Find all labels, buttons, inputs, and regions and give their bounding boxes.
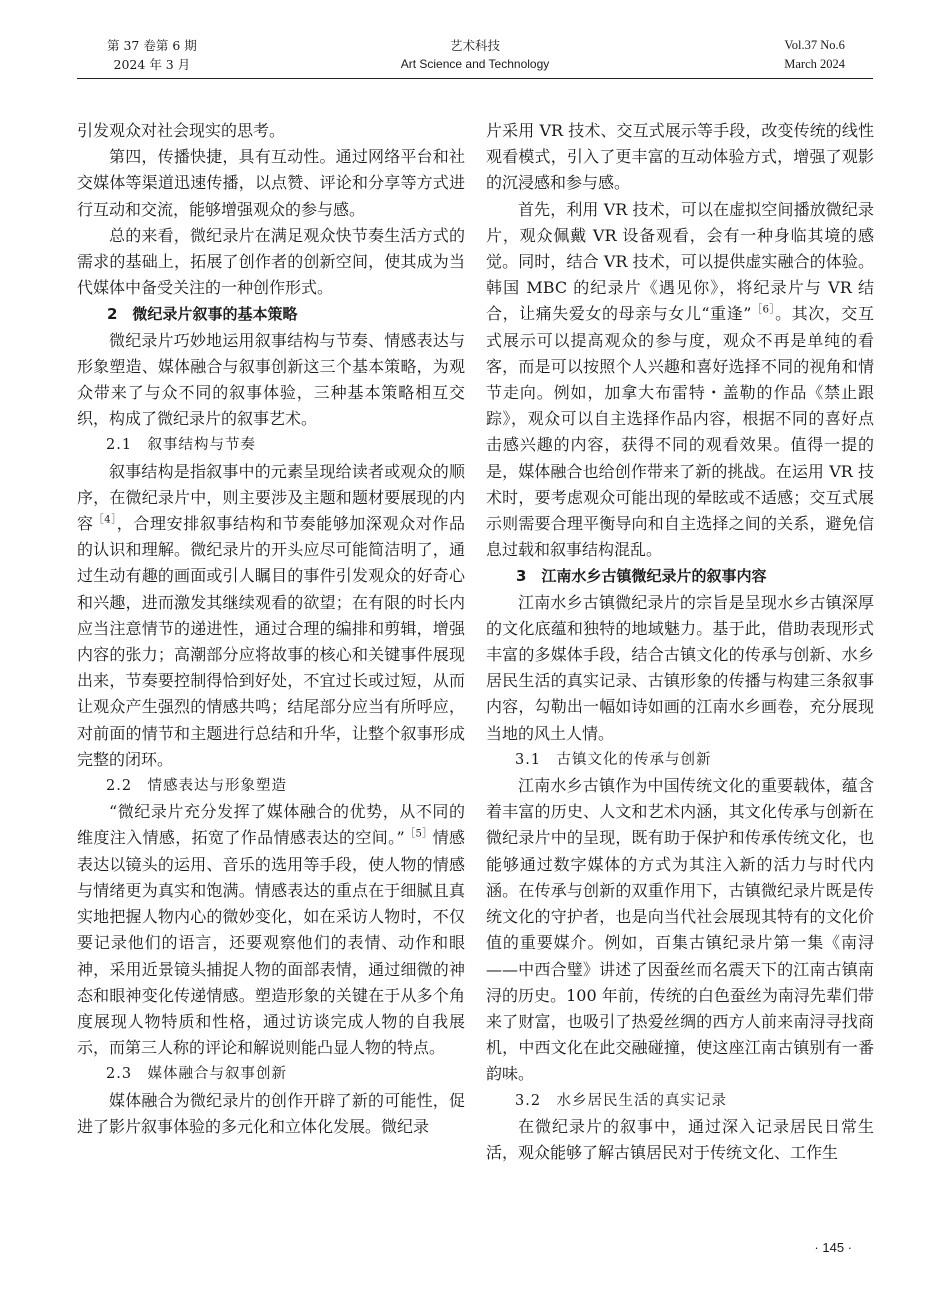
- paragraph: 江南水乡古镇微纪录片的宗旨是呈现水乡古镇深厚的文化底蕴和独特的地域魅力。基于此，借助表现形式丰富的多媒体手段，结合古镇文化的传承与创新、水乡居民生活的真实记录、古镇形象的传播与构建三条叙事内容，勾勒出一幅如诗如画的江南水乡画卷，充分展现当地的风土人情。: [486, 592, 874, 743]
- header-journal: [77, 36, 873, 74]
- paragraph: 媒体融合为微纪录片的创作开辟了新的可能性，促进了影片叙事体验的多元化和立体化发展。微纪录: [77, 1090, 465, 1136]
- header-volume-issue: 第 37 卷第 6 期: [107, 38, 197, 53]
- paragraph-text: 首先，利用 VR 技术，可以在虚拟空间播放微纪录片，观众佩戴 VR 设备观看，会有一种身临其境的感觉。同时，结合 VR 技术，可以提供虚实融合的体验。韩国 MBC 的纪录片《遇见你》，将纪录片与 VR 结合，让痛失爱女的母亲与女儿“重逢”: [486, 199, 874, 324]
- section-heading-3: 3 江南水乡古镇微纪录片的叙事内容: [516, 567, 767, 586]
- paragraph-text: 。其次，交互式展示可以提高观众的参与度，观众不再是单纯的看客，而是可以按照个人兴趣和喜好选择不同的视角和情节走向。例如，加拿大布雷特・盖勒的作品《禁止跟踪》，观众可以自主选择作品内容，根据不同的喜好点击感兴趣的内容，获得不同的观看效果。值得一提的是，媒体融合也给创作带来了新的挑战。在运用 VR 技术时，要考虑观众可能出现的晕眩或不适感；交互式展示则需要合理平衡导向和自主选择之间的关系，避免信息过载和叙事结构混乱。: [486, 304, 874, 560]
- paragraph-text: 叙事结构是指叙事中的元素呈现给读者或观众的顺序，在微纪录片中，则主要涉及主题和题材要展现的内容: [77, 461, 465, 534]
- paragraph: 微纪录片巧妙地运用叙事结构与节奏、情感表达与形象塑造、媒体融合与叙事创新这三个基本策略，为观众带来了与众不同的叙事体验，三种基本策略相互交织，构成了微纪录片的叙事艺术。: [77, 330, 465, 429]
- paragraph: 总的来看，微纪录片在满足观众快节奏生活方式的需求的基础上，拓展了创作者的创新空间，使其成为当代媒体中备受关注的一种创作形式。: [77, 225, 465, 298]
- paragraph-text: 情感表达以镜头的运用、音乐的选用等手段，使人物的情感与情绪更为真实和饱满。情感表达的重点在于细腻且真实地把握人物内心的微妙变化，如在采访人物时，不仅要记录他们的语言，还要观察他们的表情、动作和眼神，采用近景镜头捕捉人物的面部表情，通过细微的神态和眼神变化传递情感。塑造形象的关键在于从多个角度展现人物特质和性格，通过访谈完成人物的自我展示，而第三人称的评论和解说则能凸显人物的特点。: [77, 828, 465, 1058]
- paragraph: 在微纪录片的叙事中，通过深入记录居民日常生活，观众能够了解古镇居民对于传统文化、工作生: [486, 1116, 874, 1162]
- quote-text: “微纪录片充分发挥了媒体融合的优势，从不同的维度注入情感，拓宽了作品情感表达的空间。”: [77, 802, 465, 848]
- header-journal-cn: 艺术科技: [449, 38, 500, 53]
- paragraph: [77, 459, 465, 773]
- paragraph: 引发观众对社会现实的思考。: [77, 121, 286, 140]
- header-issue-en: [784, 36, 845, 74]
- paragraph: [486, 197, 874, 564]
- header-date: 2024 年 3 月: [113, 57, 191, 72]
- citation-5: ［5］: [404, 829, 433, 841]
- citation-6: ［6］: [751, 305, 776, 317]
- section-heading-2: 2 微纪录片叙事的基本策略: [107, 305, 298, 324]
- header-vol-no: Vol.37 No.6: [784, 38, 845, 52]
- left-column: [77, 118, 465, 1140]
- right-column: [486, 118, 874, 1166]
- running-header: [77, 36, 873, 79]
- subsection-heading-3-2: 3.2 水乡居民生活的真实记录: [515, 1092, 728, 1109]
- subsection-heading-2-3: 2.3 媒体融合与叙事创新: [106, 1066, 288, 1083]
- subsection-heading-2-2: 2.2 情感表达与形象塑造: [106, 778, 288, 795]
- citation-4: ［4］: [93, 514, 117, 526]
- page-number: · 145 ·: [814, 1240, 852, 1255]
- paragraph: [77, 799, 465, 1061]
- paragraph: 江南水乡古镇作为中国传统文化的重要载体，蕴含着丰富的历史、人文和艺术内涵，其文化传承与创新在微纪录片中的呈现，既有助于保护和传承传统文化，也能够通过数字媒体的方式为其注入新的活力与时代内涵。在传承与创新的双重作用下，古镇微纪录片既是传统文化的守护者，也是向当代社会展现其特有的文化价值的重要媒介。例如，百集古镇纪录片第一集《南浔——中西合璧》讲述了因蚕丝而名震天下的江南古镇南浔的历史。100 年前，传统的白色蚕丝为南浔先辈们带来了财富，也吸引了热爱丝绸的西方人前来南浔寻找商机，中西文化在此交融碰撞，使这座江南古镇别有一番韵味。: [486, 776, 874, 1084]
- subsection-heading-2-1: 2.1 叙事结构与节奏: [106, 437, 257, 454]
- header-month-year: March 2024: [784, 57, 845, 71]
- subsection-heading-3-1: 3.1 古镇文化的传承与创新: [515, 751, 712, 768]
- paragraph: 第四，传播快捷，具有互动性。通过网络平台和社交媒体等渠道迅速传播，以点赞、评论和分享等方式进行互动和交流，能够增强观众的参与感。: [77, 147, 465, 219]
- paragraph-text: ，合理安排叙事结构和节奏能够加深观众对作品的认识和理解。微纪录片的开头应尽可能简洁明了，通过生动有趣的画面或引人瞩目的事件引发观众的好奇心和兴趣，进而激发其继续观看的欲望；在有限的时长内应当注意情节的递进性，通过合理的编排和剪辑，增强内容的张力；高潮部分应将故事的核心和关键事件展现出来，节奏要控制得恰到好处，不宜过长或过短，从而让观众产生强烈的情感共鸣；结尾部分应当有所呼应，对前面的情节和主题进行总结和升华，让整个叙事形成完整的闭环。: [77, 514, 465, 769]
- paragraph: 片采用 VR 技术、交互式展示等手段，改变传统的线性观看模式，引入了更丰富的互动体验方式，增强了观影的沉浸感和参与感。: [486, 121, 874, 193]
- header-journal-en: Art Science and Technology: [400, 57, 550, 71]
